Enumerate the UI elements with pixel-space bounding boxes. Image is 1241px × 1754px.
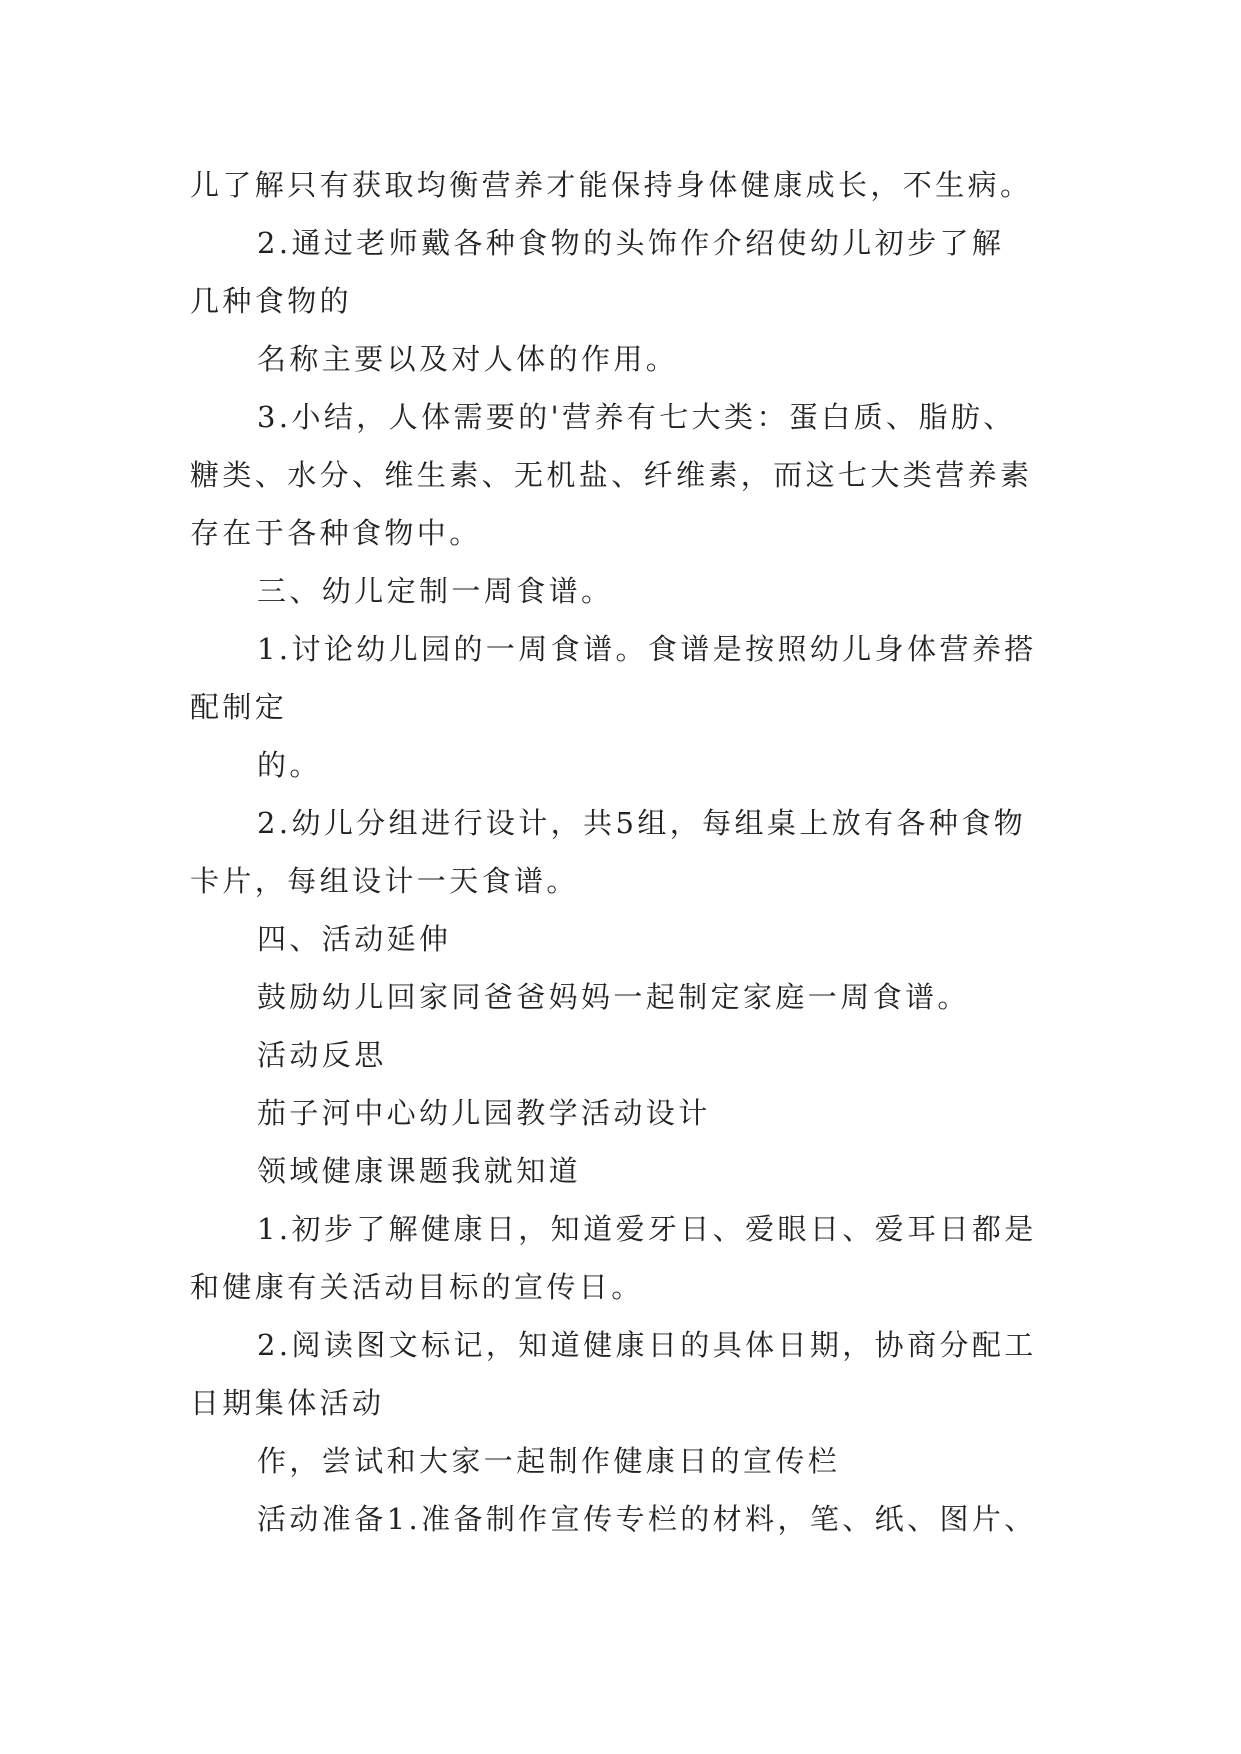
text-line: 作，尝试和大家一起制作健康日的宣传栏	[257, 1444, 841, 1478]
text-line: 卡片，每组设计一天食谱。	[190, 864, 579, 898]
text-line: 3.小结，人体需要的'营养有七大类：蛋白质、脂肪、	[257, 400, 1016, 434]
text-line: 的。	[257, 748, 322, 782]
text-line: 和健康有关活动目标的宣传日。	[190, 1270, 644, 1304]
text-line: 存在于各种食物中。	[190, 516, 482, 550]
text-line: 日期集体活动	[190, 1386, 385, 1420]
text-line: 1.讨论幼儿园的一周食谱。食谱是按照幼儿身体营养搭	[257, 632, 1037, 666]
text-line: 活动准备1.准备制作宣传专栏的材料，笔、纸、图片、	[257, 1502, 1037, 1536]
text-line: 鼓励幼儿回家同爸爸妈妈一起制定家庭一周食谱。	[257, 980, 970, 1014]
text-line: 几种食物的	[190, 284, 353, 318]
text-line: 2.通过老师戴各种食物的头饰作介绍使幼儿初步了解	[257, 226, 1005, 260]
text-line: 配制定	[190, 690, 288, 724]
text-line: 1.初步了解健康日，知道爱牙日、爱眼日、爱耳日都是	[257, 1212, 1037, 1246]
text-line: 茄子河中心幼儿园教学活动设计	[257, 1096, 711, 1130]
text-line: 糖类、水分、维生素、无机盐、纤维素，而这七大类营养素	[190, 458, 1033, 492]
text-line: 2.幼儿分组进行设计，共5组，每组桌上放有各种食物	[257, 806, 1027, 840]
section-heading: 三、幼儿定制一周食谱。	[257, 574, 614, 608]
text-line: 2.阅读图文标记，知道健康日的具体日期，协商分配工	[257, 1328, 1037, 1362]
section-heading: 四、活动延伸	[257, 922, 452, 956]
text-line: 名称主要以及对人体的作用。	[257, 342, 679, 376]
text-line: 领域健康课题我就知道	[257, 1154, 582, 1188]
text-line: 儿了解只有获取均衡营养才能保持身体健康成长，不生病。	[190, 168, 1033, 202]
section-heading: 活动反思	[257, 1038, 387, 1072]
